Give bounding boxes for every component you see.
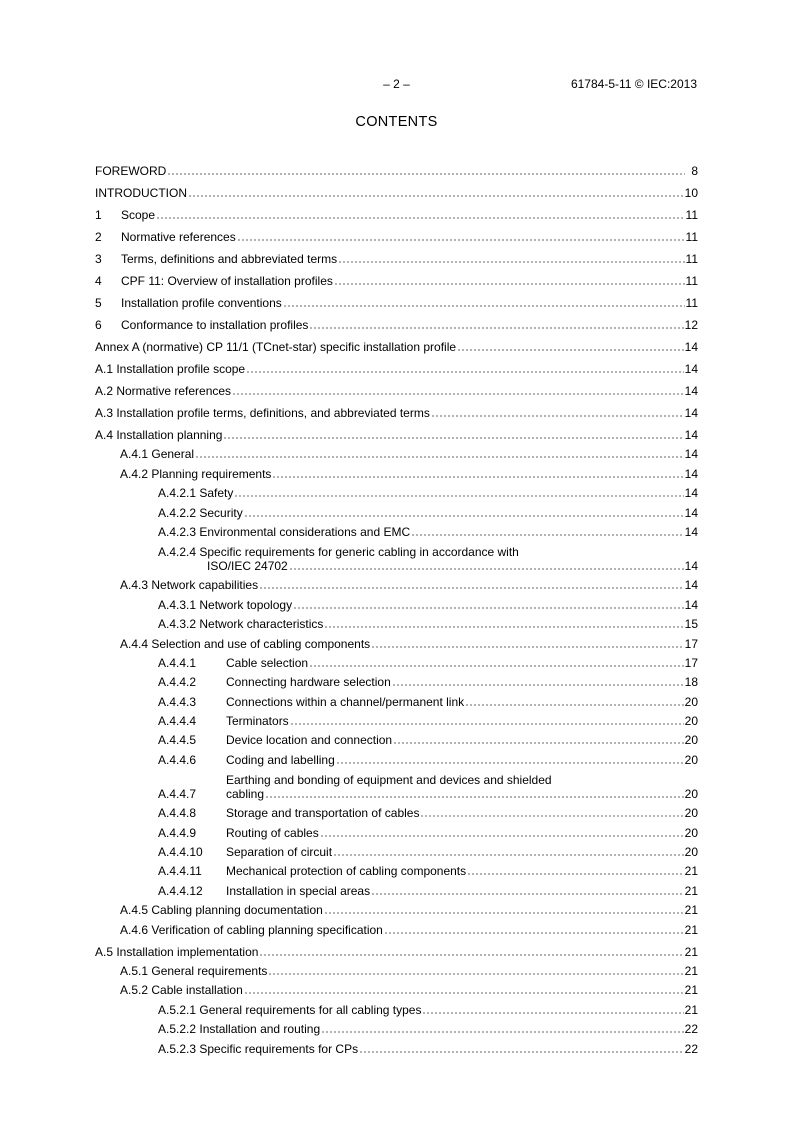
toc-entry-title: A.5 Installation implementation	[95, 944, 259, 959]
toc-entry[interactable]	[95, 520, 698, 539]
toc-entry[interactable]	[95, 481, 698, 500]
dot-leader	[265, 796, 684, 798]
toc-entry-page: 22	[684, 1041, 698, 1056]
toc-entry[interactable]	[95, 266, 698, 288]
toc-entry-title: Connecting hardware selection	[226, 675, 391, 690]
toc-entry-title: A.4.3.1 Network topology	[158, 597, 293, 612]
toc-entry[interactable]	[95, 573, 698, 592]
toc-entry[interactable]	[95, 631, 698, 650]
dot-leader	[359, 1051, 684, 1053]
toc-entry-title: A.1 Installation profile scope	[95, 362, 246, 376]
toc-entry-page: 20	[684, 714, 698, 729]
toc-entry[interactable]	[95, 959, 698, 978]
toc-entry-title: FOREWORD	[95, 164, 167, 178]
toc-entry-number: A.4.4.6	[158, 752, 197, 767]
toc-entry-number: A.4.4.3	[158, 694, 197, 709]
toc-entry-title: Device location and connection	[226, 733, 393, 748]
dot-leader	[420, 815, 683, 817]
toc-entry-title: A.5.2 Cable installation	[120, 983, 243, 998]
toc-entry[interactable]	[95, 1017, 698, 1036]
toc-entry[interactable]	[95, 1036, 698, 1055]
dot-leader	[290, 723, 684, 725]
page-number: – 2 –	[383, 77, 410, 91]
toc-entry[interactable]	[95, 222, 698, 244]
dot-leader	[272, 476, 683, 478]
toc-entry-page: 14	[684, 558, 698, 573]
toc-entry-title: A.4.3.2 Network characteristics	[158, 617, 324, 632]
toc-entry-page: 14	[684, 578, 698, 593]
toc-entry-number: 6	[95, 318, 102, 332]
dot-leader	[384, 932, 684, 934]
toc-entry-title-continued: ISO/IEC 24702	[207, 558, 288, 573]
dot-leader	[268, 973, 683, 975]
dot-leader	[336, 762, 684, 764]
toc-entry-page: 21	[684, 903, 698, 918]
toc-entry-page: 12	[684, 318, 698, 332]
toc-entry-title: A.4.2 Planning requirements	[120, 466, 272, 481]
toc-entry-title: Annex A (normative) CP 11/1 (TCnet-star) specific installation profile	[95, 340, 457, 354]
toc-entry[interactable]	[95, 917, 698, 936]
toc-entry-title: INTRODUCTION	[95, 186, 187, 200]
toc-entry-page: 14	[684, 384, 698, 398]
toc-entry-page: 11	[685, 252, 698, 266]
toc-entry[interactable]	[95, 398, 698, 420]
dot-leader	[321, 1031, 684, 1033]
toc-entry-page: 20	[684, 825, 698, 840]
toc-entry[interactable]	[95, 332, 698, 354]
toc-entry-page: 21	[684, 963, 698, 978]
toc-entry-title: Coding and labelling	[226, 752, 335, 767]
toc-entry-number: A.4.4.12	[158, 883, 203, 898]
dot-leader	[259, 587, 684, 589]
toc-entry-number: 4	[95, 274, 102, 288]
toc-entry-page: 11	[685, 208, 698, 222]
toc-entry[interactable]	[95, 156, 698, 178]
dot-leader	[324, 912, 684, 914]
toc-entry-page: 14	[684, 362, 698, 376]
dot-leader	[232, 393, 684, 395]
toc-entry-title: A.4.2.3 Environmental considerations and EMC	[158, 524, 411, 539]
toc-entry-title: A.2 Normative references	[95, 384, 232, 398]
toc-entry-page: 14	[684, 466, 698, 481]
dot-leader	[422, 1012, 683, 1014]
toc-entry-number: A.4.4.9	[158, 825, 197, 840]
toc-entry-title: A.4.4 Selection and use of cabling components	[120, 636, 371, 651]
dot-leader	[338, 261, 684, 263]
toc-entry-title: Separation of circuit	[226, 845, 333, 860]
toc-entry[interactable]	[95, 244, 698, 266]
toc-entry[interactable]	[95, 801, 698, 820]
table-of-contents	[95, 156, 698, 1056]
dot-leader	[465, 704, 683, 706]
dot-leader	[156, 217, 685, 219]
toc-entry-number: A.4.4.7	[158, 786, 197, 801]
dot-leader	[309, 665, 684, 667]
toc-entry-title: CPF 11: Overview of installation profiles	[121, 274, 333, 288]
dot-leader	[431, 415, 684, 417]
dot-leader	[392, 684, 684, 686]
toc-entry[interactable]	[95, 840, 698, 859]
dot-leader	[259, 954, 683, 956]
toc-entry-title: Conformance to installation profiles	[121, 318, 309, 332]
toc-entry-title: Scope	[121, 208, 156, 222]
dot-leader	[467, 873, 684, 875]
toc-entry[interactable]	[95, 592, 698, 611]
toc-entry[interactable]	[95, 978, 698, 997]
toc-entry-title: Terms, definitions and abbreviated terms	[121, 252, 338, 266]
toc-entry-title: Mechanical protection of cabling components	[226, 864, 467, 879]
toc-entry-title: A.4.3 Network capabilities	[120, 578, 259, 593]
toc-entry-number: 2	[95, 230, 102, 244]
toc-entry[interactable]	[95, 709, 698, 728]
standard-reference: 61784-5-11 © IEC:2013	[570, 77, 697, 91]
toc-entry-page: 21	[684, 983, 698, 998]
toc-entry-title: Normative references	[121, 230, 236, 244]
toc-entry-page: 11	[685, 274, 698, 288]
toc-entry-page: 18	[684, 675, 698, 690]
toc-entry-title: Installation profile conventions	[121, 296, 282, 310]
toc-entry-page: 8	[691, 164, 698, 178]
toc-entry-number: A.4.4.1	[158, 655, 197, 670]
toc-entry-page: 21	[684, 864, 698, 879]
toc-entry-title: Terminators	[226, 714, 289, 729]
toc-entry[interactable]	[95, 898, 698, 917]
dot-leader	[371, 646, 683, 648]
dot-leader	[411, 534, 684, 536]
toc-entry-page: 17	[684, 636, 698, 651]
toc-entry-number: A.4.4.5	[158, 733, 197, 748]
toc-entry-page: 22	[684, 1022, 698, 1037]
dot-leader	[244, 992, 684, 994]
toc-entry-title: A.5.2.2 Installation and routing	[158, 1022, 321, 1037]
toc-entry-title: Cable selection	[226, 655, 309, 670]
toc-entry[interactable]	[95, 288, 698, 310]
dot-leader	[289, 568, 684, 570]
toc-entry-title: Connections within a channel/permanent link	[226, 694, 465, 709]
dot-leader	[283, 305, 685, 307]
toc-entry-title: Earthing and bonding of equipment and devices and shielded	[226, 772, 552, 787]
dot-leader	[293, 607, 684, 609]
toc-entry[interactable]	[95, 747, 698, 766]
toc-entry-page: 14	[684, 428, 698, 442]
toc-entry-page: 21	[684, 922, 698, 937]
dot-leader	[195, 456, 684, 458]
toc-entry-number: 5	[95, 296, 102, 310]
toc-entry-title: Installation in special areas	[226, 883, 371, 898]
toc-entry-page: 20	[684, 733, 698, 748]
dot-leader	[320, 835, 684, 837]
dot-leader	[234, 495, 683, 497]
toc-entry-title: A.4.2.2 Security	[158, 505, 243, 520]
toc-entry[interactable]	[95, 500, 698, 519]
toc-entry-number: A.4.4.2	[158, 675, 197, 690]
toc-entry[interactable]	[95, 376, 698, 398]
toc-entry[interactable]	[95, 859, 698, 878]
page-title: CONTENTS	[355, 114, 438, 130]
toc-entry-page: 10	[684, 186, 698, 200]
dot-leader	[309, 327, 683, 329]
toc-entry-page: 21	[684, 1002, 698, 1017]
dot-leader	[167, 173, 685, 175]
toc-entry-page: 14	[684, 486, 698, 501]
toc-entry-number: A.4.4.4	[158, 714, 197, 729]
toc-entry-page: 14	[684, 505, 698, 520]
toc-entry[interactable]	[95, 442, 698, 461]
toc-entry[interactable]	[95, 728, 698, 747]
toc-entry-page: 20	[684, 845, 698, 860]
dot-leader	[393, 742, 684, 744]
toc-entry[interactable]	[95, 878, 698, 897]
toc-entry-page: 14	[684, 447, 698, 462]
toc-entry-page: 20	[684, 694, 698, 709]
toc-entry[interactable]	[95, 178, 698, 200]
toc-entry[interactable]	[95, 997, 698, 1016]
toc-entry[interactable]	[95, 420, 698, 442]
toc-entry-page: 14	[684, 597, 698, 612]
toc-entry[interactable]	[95, 689, 698, 708]
toc-entry-page: 14	[684, 524, 698, 539]
toc-entry-page: 20	[684, 806, 698, 821]
toc-entry-page: 11	[685, 230, 698, 244]
toc-entry[interactable]	[95, 651, 698, 670]
toc-entry-title: A.5.2.1 General requirements for all cabling types	[158, 1002, 422, 1017]
toc-entry-page: 14	[684, 340, 698, 354]
toc-entry[interactable]	[95, 200, 698, 222]
toc-entry-title: A.5.1 General requirements	[120, 963, 268, 978]
toc-entry[interactable]	[95, 612, 698, 631]
toc-entry-page: 21	[684, 944, 698, 959]
toc-entry-page: 20	[684, 786, 698, 801]
dot-leader	[246, 371, 684, 373]
toc-entry-number: 1	[95, 208, 102, 222]
toc-entry-page: 14	[684, 406, 698, 420]
toc-entry-number: A.4.4.11	[158, 864, 202, 879]
toc-entry-title: A.4.1 General	[120, 447, 195, 462]
toc-entry-number: A.4.4.10	[158, 845, 203, 860]
dot-leader	[188, 195, 684, 197]
toc-entry-title: A.4.6 Verification of cabling planning specification	[120, 922, 383, 937]
toc-entry-title: Routing of cables	[226, 825, 319, 840]
toc-entry-number: A.4.4.8	[158, 806, 197, 821]
toc-entry[interactable]	[95, 354, 698, 376]
toc-entry-number: 3	[95, 252, 102, 266]
toc-entry-page: 17	[684, 655, 698, 670]
dot-leader	[333, 854, 684, 856]
toc-entry-title: A.4.5 Cabling planning documentation	[120, 903, 323, 918]
toc-entry-title: A.3 Installation profile terms, definitions, and abbreviated terms	[95, 406, 430, 420]
toc-entry[interactable]	[95, 767, 698, 801]
dot-leader	[334, 283, 685, 285]
dot-leader	[244, 515, 684, 517]
dot-leader	[324, 626, 683, 628]
toc-entry-title: A.4.2.1 Safety	[158, 486, 234, 501]
dot-leader	[237, 239, 685, 241]
toc-entry[interactable]	[95, 310, 698, 332]
toc-entry-title: A.4.2.4 Specific requirements for generic cabling in accordance with	[158, 544, 519, 559]
dot-leader	[371, 893, 684, 895]
dot-leader	[223, 437, 683, 439]
toc-entry-title: A.4 Installation planning	[95, 428, 223, 442]
toc-entry[interactable]	[95, 461, 698, 480]
toc-entry-title: A.5.2.3 Specific requirements for CPs	[158, 1041, 359, 1056]
toc-entry-page: 11	[685, 296, 698, 310]
toc-entry-page: 20	[684, 752, 698, 767]
toc-entry[interactable]	[95, 937, 698, 959]
toc-entry[interactable]	[95, 820, 698, 839]
toc-entry[interactable]	[95, 670, 698, 689]
toc-entry[interactable]	[95, 539, 698, 573]
toc-entry-title-continued: cabling	[226, 786, 265, 801]
toc-entry-page: 15	[684, 617, 698, 632]
dot-leader	[457, 349, 684, 351]
toc-entry-page: 21	[684, 883, 698, 898]
toc-entry-title: Storage and transportation of cables	[226, 806, 420, 821]
